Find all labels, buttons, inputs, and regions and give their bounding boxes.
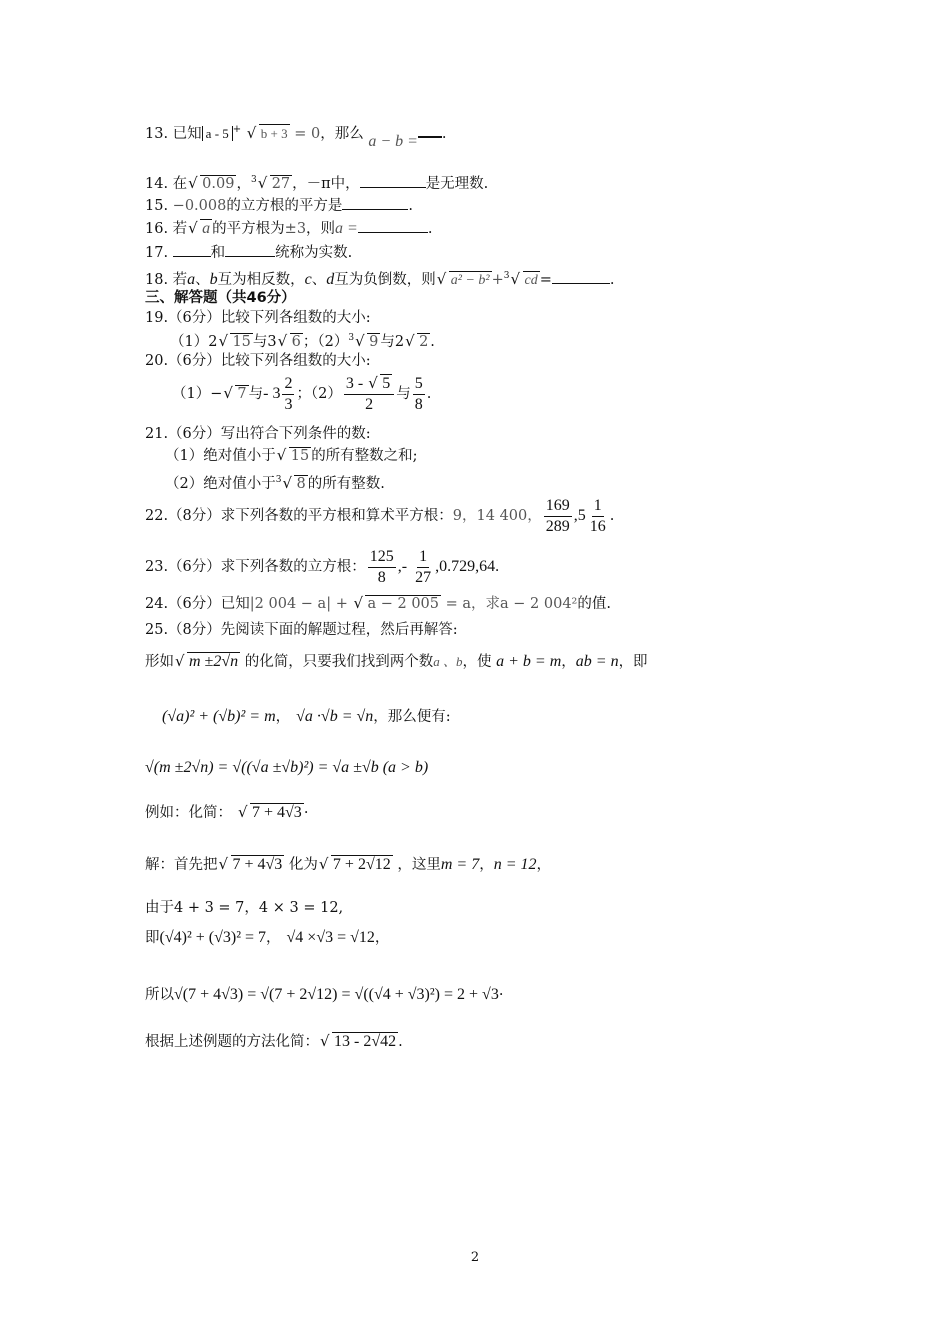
answer-blank xyxy=(173,243,211,257)
radical: √ a² − b² xyxy=(437,270,492,290)
fraction: $\frac{169}{289}$ xyxy=(545,496,570,535)
radical: √ 2 xyxy=(405,332,430,352)
question-14: 14. 在√ 0.09 ，$^3$√ 27 ，－π中， 是无理数. xyxy=(145,170,488,194)
question-16: 16. 若√ a 的平方根为±3，则a = . xyxy=(145,219,432,239)
section-heading: 三、解答题（共46分） xyxy=(145,290,296,306)
fraction: $\frac{1}{27}$ xyxy=(415,547,432,586)
radical: √ b + 3 xyxy=(247,124,290,144)
question-13: 13. 已知 a - 5 + √ b + 3 = 0，那么 a − b = . xyxy=(145,120,447,144)
question-19-body: （1）2√ 15 与3√ 6 ；$(2)^3√$ 9 与2√ 2 . xyxy=(170,328,435,352)
question-23: 23.（6分）求下列各数的立方根： $\frac{125}{8}$ ,- $\frac{1}{27}$ ,0.729,64. xyxy=(145,547,500,586)
radical: √ 7 xyxy=(223,372,248,416)
radical: √ 8 xyxy=(282,474,307,494)
answer-blank xyxy=(552,270,610,284)
radical: √ 6 xyxy=(278,332,303,352)
fraction: $\frac{5}{8}$ xyxy=(414,374,423,413)
abs-expression: a - 5 xyxy=(202,126,233,141)
question-24: 24.（6分）已知|2 004 − a| + √ a − 2 005 = a，求a − 2 004²的值. xyxy=(145,594,611,614)
q25-line-9: 根据上述例题的方法化简：√ 13 - 2√42 . xyxy=(145,1032,403,1052)
question-21-part1: （1）绝对值小于√ 15 的所有整数之和; xyxy=(165,446,418,466)
fraction: $\frac{2}{3}$ xyxy=(284,374,293,413)
radical: √ a xyxy=(188,219,212,239)
fraction: $\frac{1}{16}$ xyxy=(589,496,606,535)
question-20-title: 20.（6分）比较下列各组数的大小: xyxy=(145,353,371,369)
q25-line-2: (√a)² + (√b)² = m， √a ·√b = √n，那么便有: xyxy=(162,708,451,725)
fraction: $\frac{125}{8}$ xyxy=(369,547,394,586)
fraction: $\frac{3 - √ 5}{2}$ xyxy=(344,374,394,415)
radical: √ 0.09 xyxy=(188,174,236,194)
q25-line-6: 由于4 + 3 = 7，4 × 3 = 12, xyxy=(145,900,344,916)
question-15: 15. −0.008的立方根的平方是 . xyxy=(145,198,413,214)
radical: √ 15 xyxy=(218,332,252,352)
radical: √ 7 + 4√3 xyxy=(219,855,285,875)
radical: √ 7 + 2√12 xyxy=(319,855,393,875)
question-18: 18. 若a、b互为相反数，c、d互为负倒数，则√ a² − b² +$^3$√ cd = . xyxy=(145,266,615,290)
q25-line-3: √(m ±2√n) = √((√a ±√b)²) = √a ±√b (a > b) xyxy=(145,759,429,776)
question-19-title: 19.（6分）比较下列各组数的大小: xyxy=(145,310,371,326)
radical: √ 27 xyxy=(258,174,292,194)
question-21-title: 21.（6分）写出符合下列条件的数: xyxy=(145,426,371,442)
radical: √ 7 + 4√3 xyxy=(238,803,304,823)
q25-line-7: 即(√4)² + (√3)² = 7， √4 ×√3 = √12， xyxy=(145,929,390,946)
q25-line-8: 所以√(7 + 4√3) = √(7 + 2√12) = √((√4 + √3)²) = 2 + √3· xyxy=(145,986,504,1003)
radical: √ a − 2 005 xyxy=(353,594,441,614)
radical: √ 15 xyxy=(277,446,311,466)
answer-blank xyxy=(358,219,428,233)
radical: √ m ±2√n xyxy=(175,652,240,672)
answer-blank xyxy=(418,123,442,138)
q25-line-4: 例如：化简：√ 7 + 4√3 · xyxy=(145,803,308,823)
question-22: 22.（8分）求下列各数的平方根和算术平方根：9，14 400， $\frac{169}{289}$ ,5 $\frac{1}{16}$ . xyxy=(145,496,615,535)
question-25-title: 25.（8分）先阅读下面的解题过程，然后再解答: xyxy=(145,622,458,638)
page-number: 2 xyxy=(470,1250,480,1265)
q25-line-1: 形如√ m ±2√n 的化简，只要我们找到两个数a 、b，使 a + b = m，ab = n，即 xyxy=(145,652,648,672)
answer-blank xyxy=(225,243,275,257)
answer-blank xyxy=(360,174,426,188)
question-20-body: （1）−√ 7 与- 3 $\frac{2}{3}$ ；（2） $\frac{3 - √ 5}{2}$ 与 $\frac{5}{8}$ . xyxy=(172,372,431,418)
question-21-part2: （2）绝对值小于$^3$√ 8 的所有整数. xyxy=(165,470,385,494)
question-17: 17. 和 统称为实数. xyxy=(145,245,353,261)
q25-line-5: 解：首先把√ 7 + 4√3 化为√ 7 + 2√12 ，这里m = 7，n = 12， xyxy=(145,855,551,875)
radical: √ cd xyxy=(511,270,540,290)
radical: √ 13 - 2√42 xyxy=(320,1032,398,1052)
radical: √ 9 xyxy=(355,332,380,352)
answer-blank xyxy=(342,196,408,210)
